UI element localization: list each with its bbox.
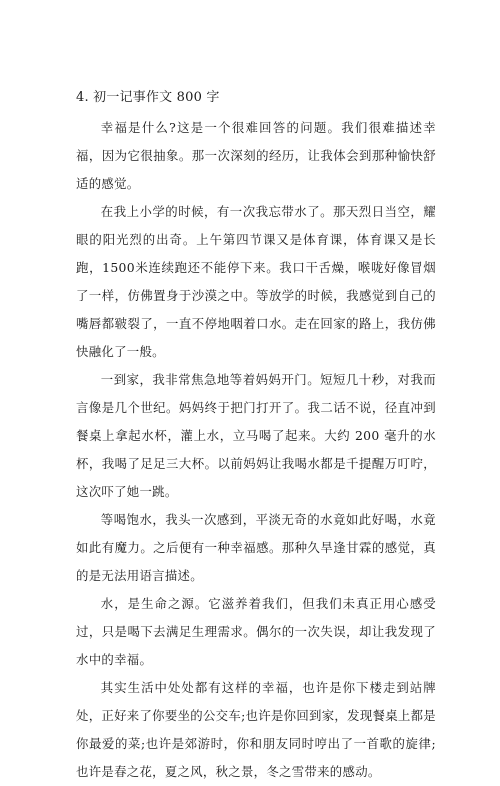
paragraph-6: 其实生活中处处都有这样的幸福，也许是你下楼走到站牌处，正好来了你要坐的公交车;也许是你回到家，发现餐桌上都是你最爱的菜;也许是郊游时，你和朋友同时哼出了一首歌的旋律;也许是春之花，夏之风，秋之景，冬之雪带来的感动。 <box>76 680 436 779</box>
section-heading: 4. 初一记事作文 800 字 <box>76 90 220 105</box>
paragraph-3: 一到家，我非常焦急地等着妈妈开门。短短几十秒，对我而言像是几个世纪。妈妈终于把门打开了。我二话不说，径直冲到餐桌上拿起水杯，灌上水，立马喝了起来。大约 200 毫升的水杯，我喝了足足三大杯。以前妈妈让我喝水都是千提醒万叮咛，这次吓了她一跳。 <box>76 372 436 499</box>
paragraph-4: 等喝饱水，我头一次感到，平淡无奇的水竟如此好喝，水竟如此有魔力。之后便有一种幸福感。那种久旱逢甘霖的感觉，真的是无法用语言描述。 <box>76 512 436 583</box>
paragraph-5: 水，是生命之源。它滋养着我们，但我们未真正用心感受过，只是喝下去满足生理需求。偶尔的一次失误，却让我发现了水中的幸福。 <box>76 596 436 667</box>
document-page <box>76 88 436 786</box>
paragraph-2: 在我上小学的时候，有一次我忘带水了。那天烈日当空，耀眼的阳光烈的出奇。上午第四节课又是体育课，体育课又是长跑，1500米连续跑还不能停下来。我口干舌燥，喉咙好像冒烟了一样，仿佛置身于沙漠之中。等放学的时候，我感觉到自己的嘴唇都皲裂了，一直不停地咽着口水。走在回家的路上，我仿佛快融化了一般。 <box>76 204 436 359</box>
paragraph-1: 幸福是什么?这是一个很难回答的问题。我们很难描述幸福，因为它很抽象。那一次深刻的经历，让我体会到那种愉快舒适的感觉。 <box>76 120 436 191</box>
